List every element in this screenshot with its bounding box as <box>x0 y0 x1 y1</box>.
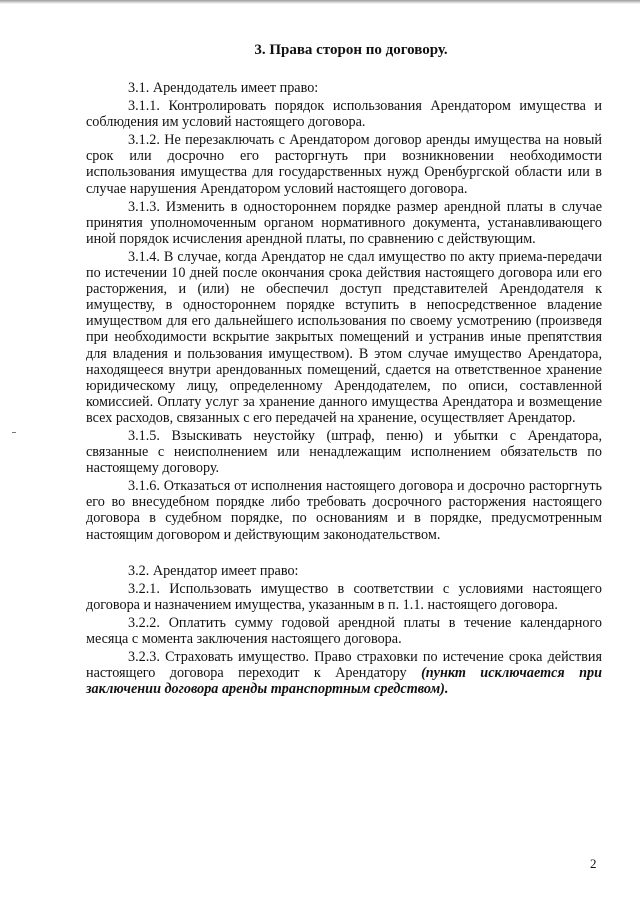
clause-3-1-3: 3.1.3. Изменить в одностороннем порядке размер арендной платы в случае принятия уполномоченным органом нормативного документа, устанавливающего иной порядок исчисления арендной платы, по сравнению с действующим. <box>86 198 602 247</box>
clause-3-1-4: 3.1.4. В случае, когда Арендатор не сдал имущество по акту приема-передачи по истечении 10 дней после окончания срока действия настоящего договора или его расторжения, и (или) не обеспечил доступ представителей Арендодателя к имуществу, в одностороннем порядке вступить в непосредственное владение имуществом для его дальнейшего использования по своему усмотрению (произведя при необходимости вскрытие закрытых помещений и устранив иные препятствия для владения и пользования имуществом). В этом случае имущество Арендатора, находящееся внутри арендованных помещений, сдается на ответственное хранение юридическому лицу, определенному Арендодателем, по описи, составленной комиссией. Оплату услуг за хранение данного имущества Арендатора и возмещение всех расходов, связанных с его передачей на хранение, осуществляет Арендатор. <box>86 248 602 426</box>
document-page <box>86 40 602 699</box>
clause-3-2-3 <box>86 649 602 697</box>
clause-3-1-6: 3.1.6. Отказаться от исполнения настоящего договора и досрочно расторгнуть его во внесудебном порядке либо требовать досрочного расторжения настоящего договора в судебном порядке, по основаниям и в порядке, предусмотренным настоящим договором и действующим законодательством. <box>86 478 602 543</box>
section-heading: 3. Права сторон по договору. <box>254 42 448 58</box>
clause-3-1-2: 3.1.2. Не перезаключать с Арендатором договор аренды имущества на новый срок или досрочно его расторгнуть при возникновении необходимости использования имущества для государственных нужд Оренбургской области или в случае нарушения Арендатором условий настоящего договора. <box>86 132 602 197</box>
clause-3-2-2: 3.2.2. Оплатить сумму годовой арендной платы в течение календарного месяца с момента заключения настоящего договора. <box>86 614 602 647</box>
clause-3-1-5: 3.1.5. Взыскивать неустойку (штраф, пеню) и убытки с Арендатора, связанные с неисполнением или ненадлежащим исполнением обязательств по настоящему договору. <box>86 427 602 477</box>
margin-mark <box>12 432 16 433</box>
clause-3-2-3-text: 3.2.3. Страховать имущество. Право страховки по истечение срока действия настоящего договора переходит к Арендатору <box>86 649 602 682</box>
lessee-rights-title: 3.2. Арендатор имеет право: <box>128 562 299 579</box>
section-spacer <box>86 545 602 563</box>
clause-3-2-1: 3.2.1. Использовать имущество в соответствии с условиями настоящего договора и назначением имущества, указанным в п. 1.1. настоящего договора. <box>86 580 602 613</box>
scan-top-edge <box>0 0 640 4</box>
page-number: 2 <box>590 856 597 871</box>
clause-3-2-3-note: (пункт исключается при заключении договора аренды транспортным средством). <box>86 665 602 698</box>
clause-3-1-1: 3.1.1. Контролировать порядок использования Арендатором имущества и соблюдения им условий настоящего договора. <box>86 98 602 131</box>
lessor-rights-title: 3.1. Арендодатель имеет право: <box>128 80 319 96</box>
